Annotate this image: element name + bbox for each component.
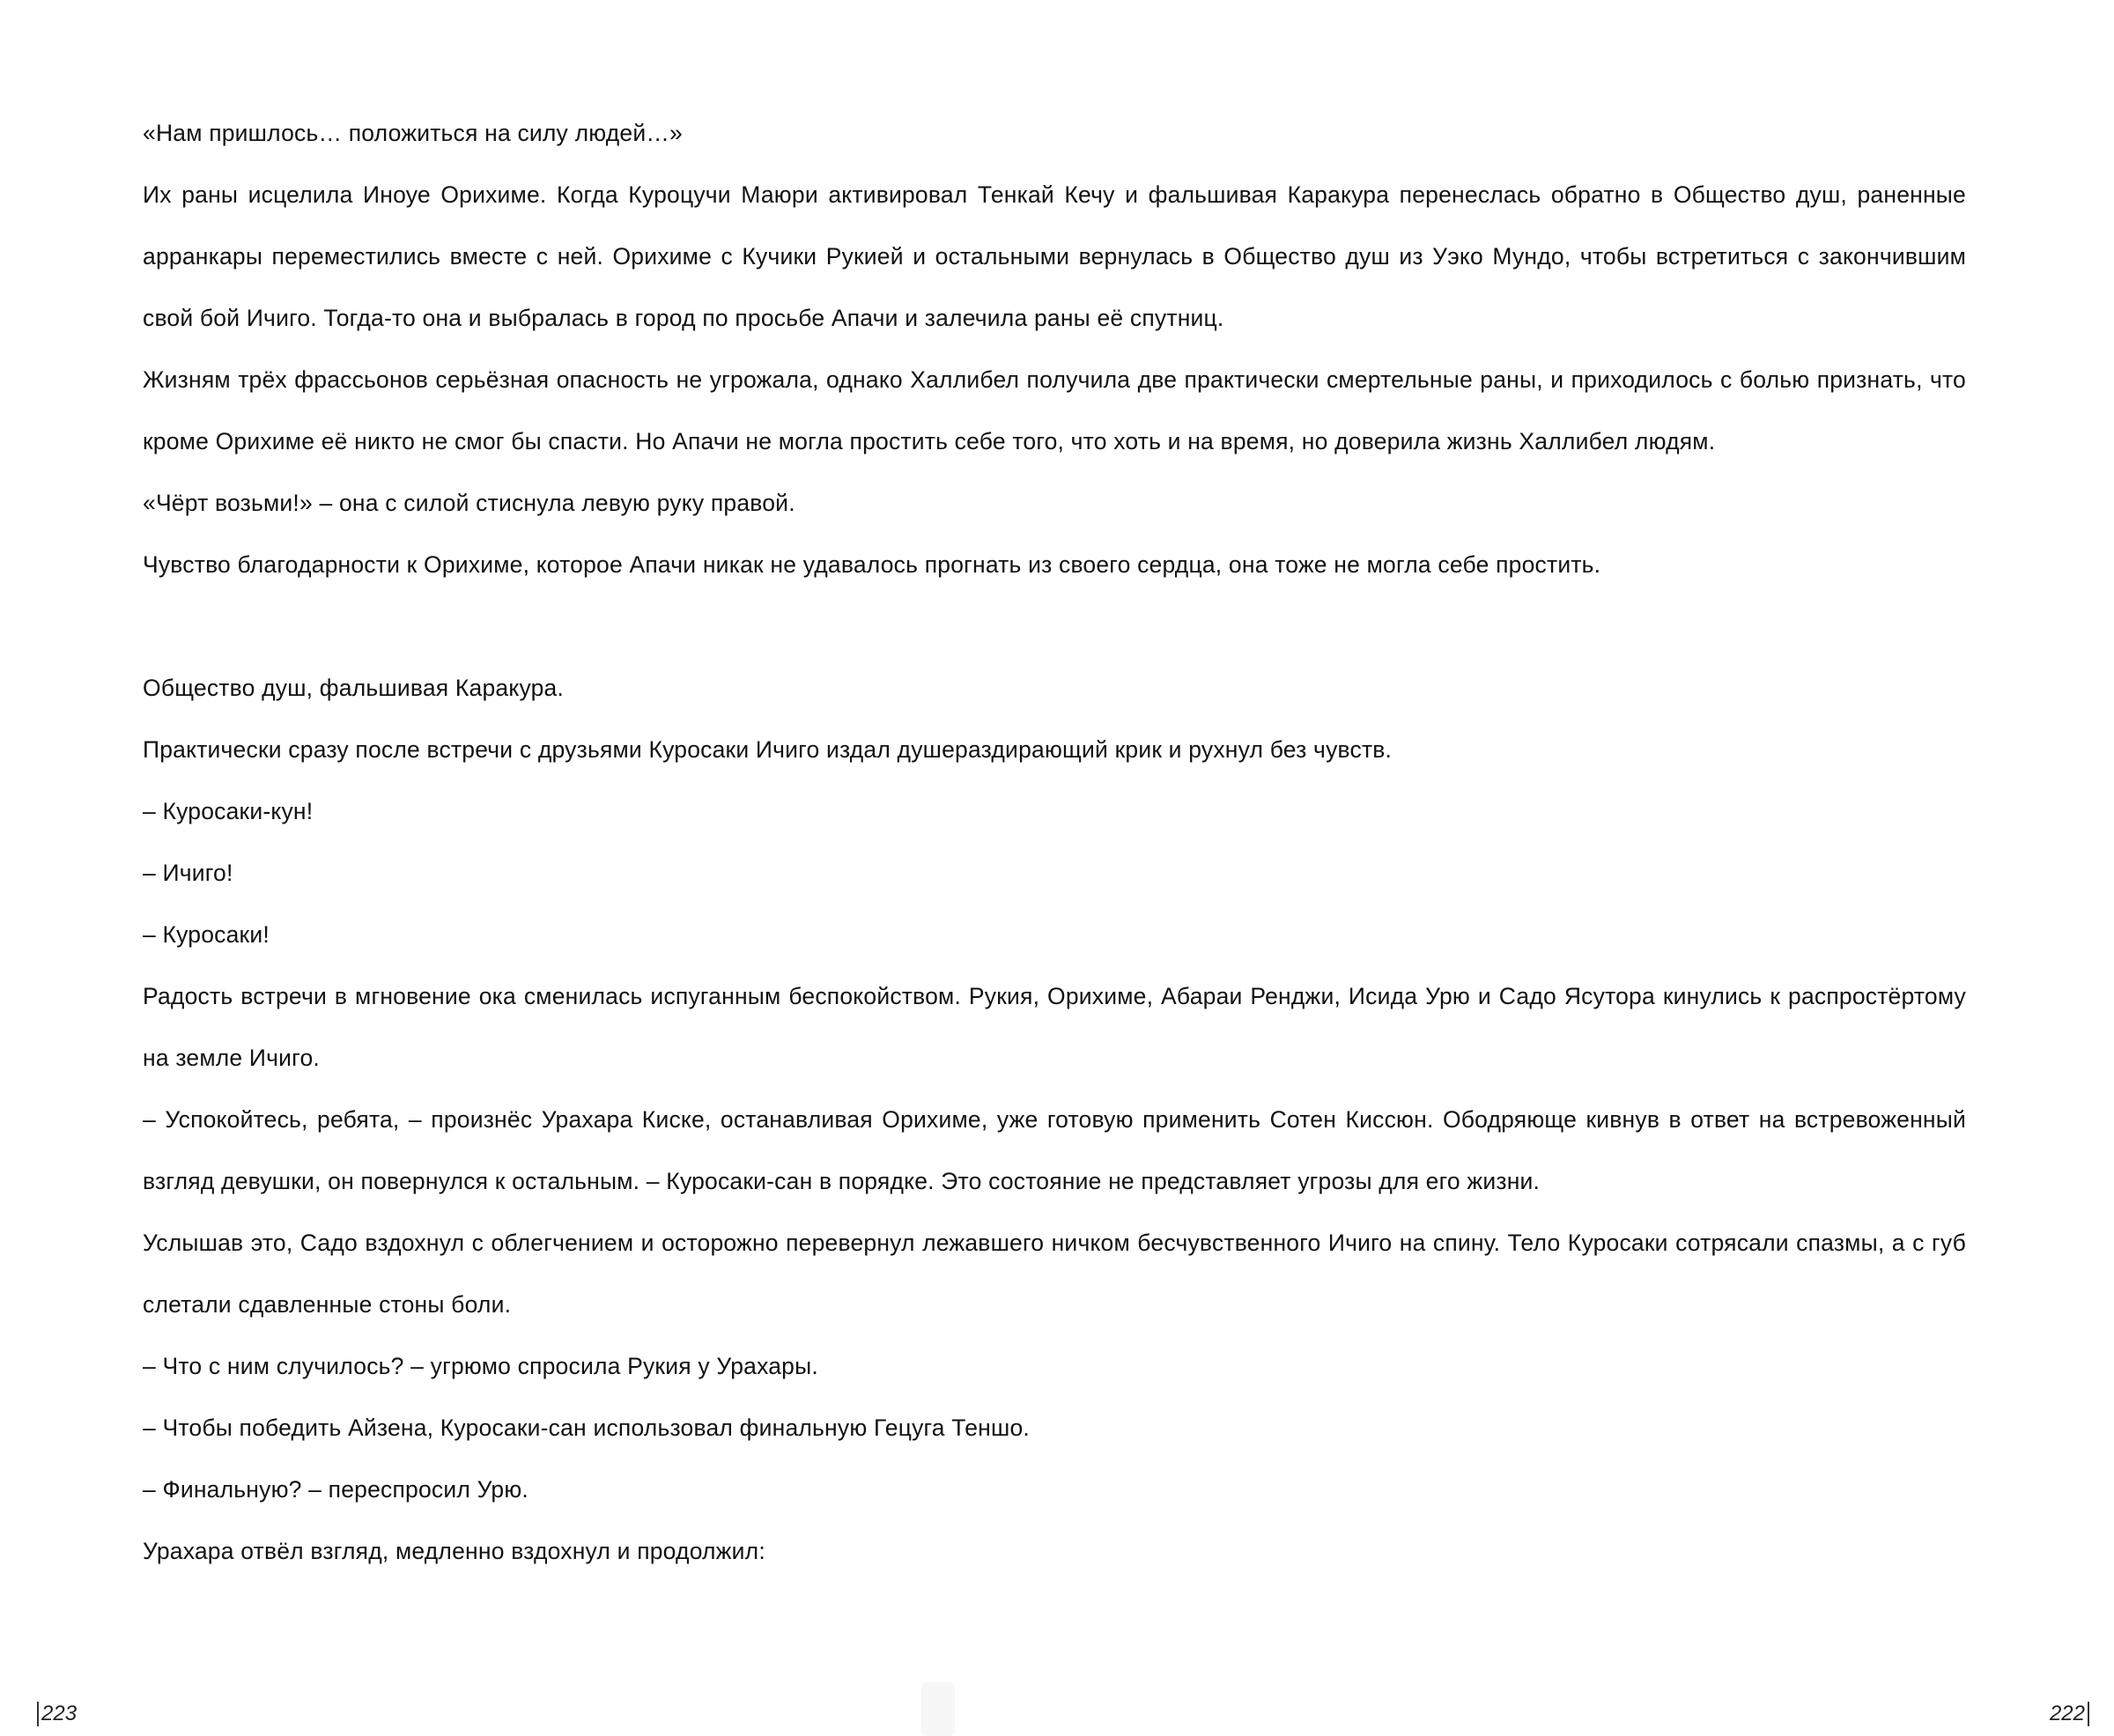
dialogue-line: – Куросаки-кун! — [143, 798, 314, 824]
paragraph: Услышав это, Садо вздохнул с облегчением и осторожно перевернул лежавшего ничком бесчувственного Ичиго на спину. Тело Куросаки сотрясали спазмы, а с губ слетали сдавленные стоны боли. — [143, 1230, 1966, 1318]
page-gutter-mark — [921, 1682, 955, 1736]
dialogue-line: – Куросаки! — [143, 921, 270, 948]
page-number-left: 223 — [37, 1702, 77, 1726]
dialogue-line: – Успокойтесь, ребята, – произнёс Урахара Киске, останавливая Орихиме, уже готовую применить Сотен Киссюн. Ободряюще кивнув в ответ на встревоженный взгляд девушки, он повернулся к остальным. – Куросаки-сан в порядке. Это состояние не представляет угрозы для его жизни. — [143, 1106, 1966, 1194]
paragraph: Урахара отвёл взгляд, медленно вздохнул и продолжил: — [143, 1538, 765, 1564]
paragraph: Радость встречи в мгновение ока сменилась испуганным беспокойством. Рукия, Орихиме, Абараи Ренджи, Исида Урю и Садо Ясутора кинулись к распростёртому на земле Ичиго. — [143, 983, 1966, 1071]
paragraph: Чувство благодарности к Орихиме, которое Апачи никак не удавалось прогнать из своего сердца, она тоже не могла себе простить. — [143, 551, 1601, 578]
section-break — [143, 595, 1966, 657]
text-column — [143, 102, 1966, 1582]
paragraph: Их раны исцелила Иноуе Орихиме. Когда Куроцучи Маюри активировал Тенкай Кечу и фальшивая Каракура перенеслась обратно в Общество душ, раненные арранкары переместились вместе с ней. Орихиме с Кучики Рукией и остальными вернулась в Общество душ из Уэко Мундо, чтобы встретиться с закончившим свой бой Ичиго. Тогда-то она и выбралась в город по просьбе Апачи и залечила раны её спутниц. — [143, 181, 1966, 331]
paragraph: Жизням трёх фрассьонов серьёзная опасность не угрожала, однако Халлибел получила две практически смертельные раны, и приходилось с болью признать, что кроме Орихиме её никто не смог бы спасти. Но Апачи не могла простить себе того, что хоть и на время, но доверила жизнь Халлибел людям. — [143, 366, 1966, 454]
section-heading: Общество душ, фальшивая Каракура. — [143, 675, 565, 701]
paragraph: «Нам пришлось… положиться на силу людей…» — [143, 120, 683, 146]
dialogue-line: – Финальную? – переспросил Урю. — [143, 1476, 528, 1503]
dialogue-line: – Чтобы победить Айзена, Куросаки-сан использовал финальную Гецуга Теншо. — [143, 1415, 1030, 1441]
paragraph: Практически сразу после встречи с друзьями Куросаки Ичиго издал душераздирающий крик и рухнул без чувств. — [143, 736, 1393, 763]
page-number-right: 222 — [2050, 1702, 2089, 1726]
dialogue-line: – Что с ним случилось? – угрюмо спросила Рукия у Урахары. — [143, 1353, 818, 1379]
dialogue-line: – Ичиго! — [143, 860, 233, 886]
paragraph: «Чёрт возьми!» – она с силой стиснула левую руку правой. — [143, 490, 795, 516]
